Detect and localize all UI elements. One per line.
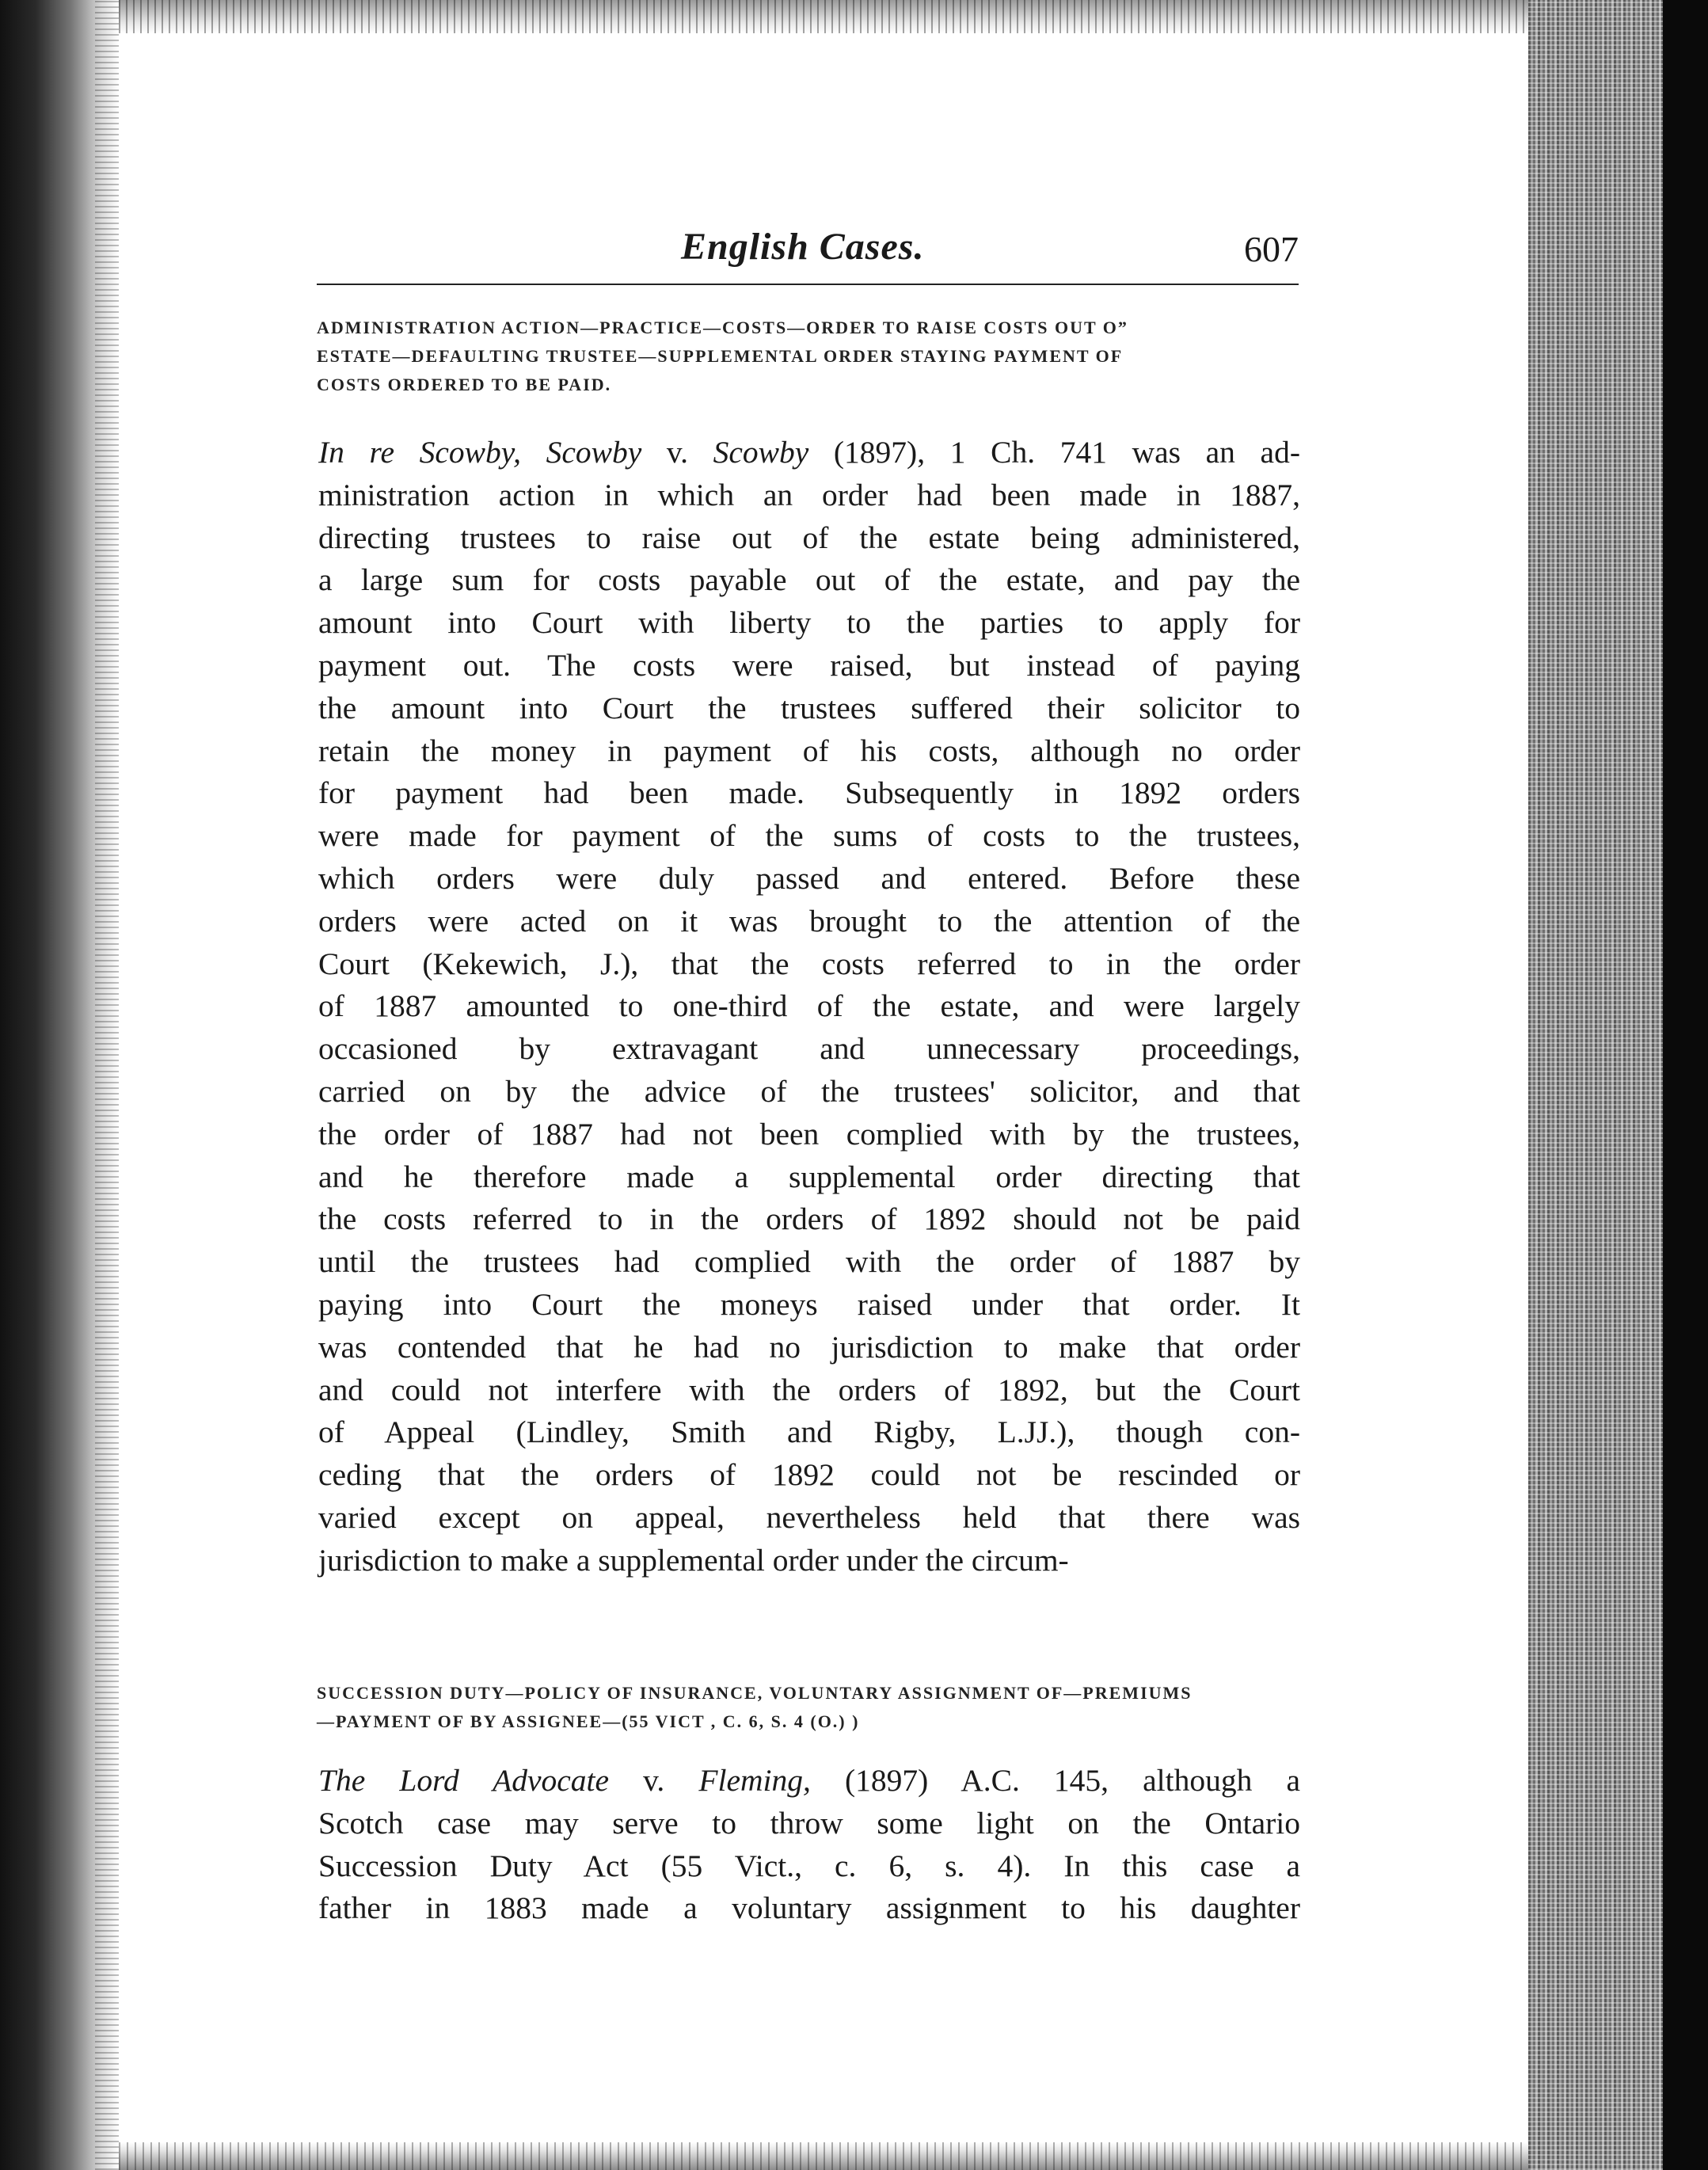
body-line: directing trustees to raise out of the estate being administered,: [318, 520, 1300, 555]
body-line: carried on by the advice of the trustees' solicitor, and that: [318, 1073, 1300, 1109]
body-line: the order of 1887 had not been complied with by the trustees,: [318, 1116, 1300, 1152]
body-line: ministration action in which an order had been made in 1887,: [318, 477, 1300, 512]
headnote-line: COSTS ORDERED TO BE PAID.: [317, 375, 612, 394]
case-citation-rest: (1897) A.C. 145, although a: [810, 1763, 1301, 1798]
body-line: and could not interfere with the orders of 1892, but the Court: [318, 1372, 1300, 1407]
body-line: and he therefore made a supplemental order directing that: [318, 1159, 1300, 1194]
case-name-defendant: Fleming,: [698, 1763, 811, 1798]
body-line: were made for payment of the sums of costs to the trustees,: [318, 818, 1300, 854]
running-head: [317, 225, 1299, 288]
case-citation-line: [318, 432, 1300, 474]
body-line: which orders were duly passed and entered. Before these: [318, 860, 1300, 896]
case-versus: v.: [609, 1763, 699, 1798]
scan-edge-bottom: [119, 2142, 1528, 2170]
body-line: for payment had been made. Subsequently in 1892 orders: [318, 775, 1300, 811]
body-line: father in 1883 made a voluntary assignment to his daughter: [318, 1890, 1300, 1926]
case-citation-line: [318, 1760, 1300, 1803]
body-line: payment out. The costs were raised, but instead of paying: [318, 647, 1300, 683]
body-line: of 1887 amounted to one-third of the estate, and were largely: [318, 988, 1300, 1024]
headnote-succession-duty: [317, 1679, 1307, 1736]
headnote-line: ADMINISTRATION ACTION—PRACTICE—COSTS—ORDER TO RAISE COSTS OUT O”: [317, 318, 1128, 337]
case-name: In re Scowby, Scowby: [318, 435, 642, 470]
body-line: occasioned by extravagant and unnecessary proceedings,: [318, 1031, 1300, 1067]
body-line: jurisdiction to make a supplemental order under the circum-: [318, 1542, 1069, 1578]
body-line: Court (Kekewich, J.), that the costs referred to in the order: [318, 946, 1300, 981]
body-line: retain the money in payment of his costs, although no order: [318, 733, 1300, 768]
body-line: a large sum for costs payable out of the estate, and pay the: [318, 562, 1300, 598]
body-line: Succession Duty Act (55 Vict., c. 6, s. 4). In this case a: [318, 1848, 1300, 1883]
scan-edge-left-texture: [95, 0, 119, 2170]
body-line: orders were acted on it was brought to the attention of the: [318, 903, 1300, 938]
headnote-line: —PAYMENT OF BY ASSIGNEE—(55 VICT , C. 6, S. 4 (O.) ): [317, 1711, 860, 1731]
body-line: was contended that he had no jurisdiction to make that order: [318, 1329, 1300, 1365]
headnote-line: SUCCESSION DUTY—POLICY OF INSURANCE, VOLUNTARY ASSIGNMENT OF—PREMIUMS: [317, 1683, 1193, 1703]
header-rule: [317, 284, 1299, 285]
body-line: ceding that the orders of 1892 could not be rescinded or: [318, 1457, 1300, 1493]
scan-edge-top: [119, 0, 1528, 33]
case-citation-rest: (1897), 1 Ch. 741 was an ad-: [808, 435, 1300, 470]
body-line: until the trustees had complied with the order of 1887 by: [318, 1244, 1300, 1280]
body-line: paying into Court the moneys raised under that order. It: [318, 1286, 1300, 1322]
body-line: varied except on appeal, nevertheless held that there was: [318, 1499, 1300, 1535]
scan-edge-right-shadow: [1663, 0, 1708, 2170]
running-title: English Cases.: [681, 226, 925, 268]
paragraph-scowby: [318, 432, 1300, 1582]
case-name-defendant: Scowby: [713, 435, 809, 470]
page-number: 607: [1244, 229, 1299, 269]
case-versus: v.: [641, 435, 713, 470]
body-line: the costs referred to in the orders of 1892 should not be paid: [318, 1201, 1300, 1237]
body-line: the amount into Court the trustees suffered their solicitor to: [318, 690, 1300, 725]
body-line: of Appeal (Lindley, Smith and Rigby, L.JJ.), though con-: [318, 1414, 1300, 1450]
headnote-administration-action: [317, 314, 1307, 399]
body-line: Scotch case may serve to throw some light on the Ontario: [318, 1805, 1300, 1841]
headnote-line: ESTATE—DEFAULTING TRUSTEE—SUPPLEMENTAL ORDER STAYING PAYMENT OF: [317, 346, 1124, 366]
paragraph-lord-advocate: [318, 1760, 1300, 1930]
case-name: The Lord Advocate: [318, 1763, 610, 1798]
body-line: amount into Court with liberty to the parties to apply for: [318, 605, 1300, 641]
